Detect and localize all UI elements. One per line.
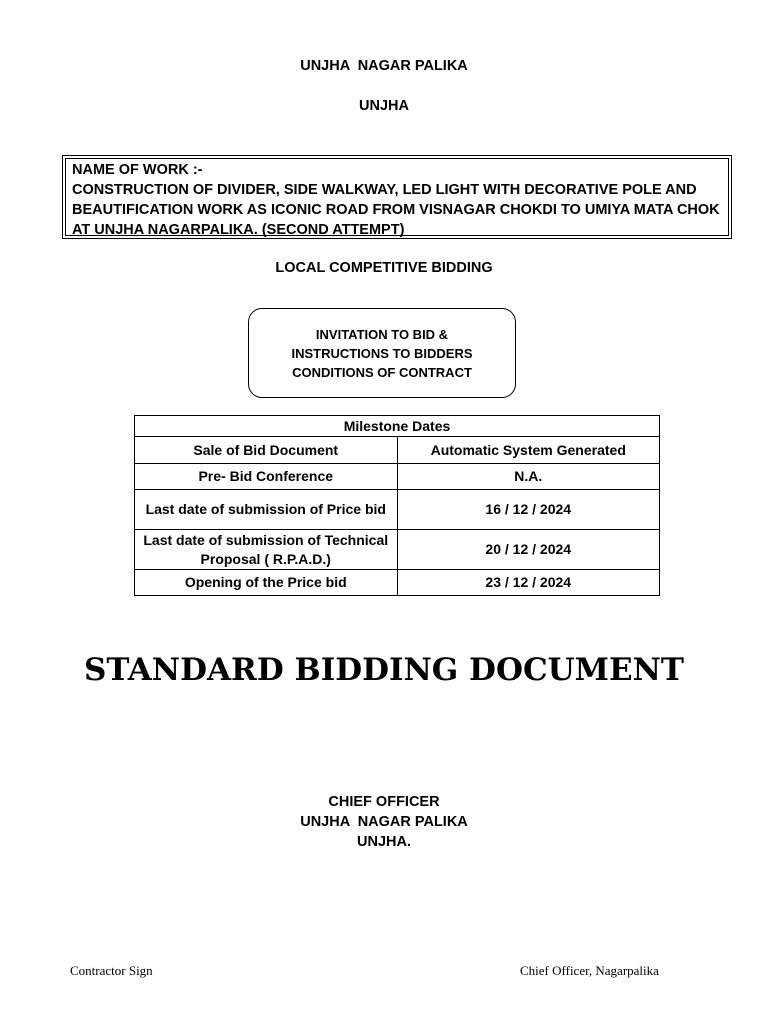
milestone-header-row: [135, 416, 660, 437]
city-name: UNJHA: [359, 98, 409, 114]
signatory-org: UNJHA NAGAR PALIKA: [300, 814, 468, 830]
milestone-event: Sale of Bid Document: [135, 437, 398, 464]
milestone-date: 16 / 12 / 2024: [397, 490, 660, 530]
document-title: STANDARD BIDDING DOCUMENT: [83, 652, 685, 688]
signatory-city: UNJHA.: [357, 834, 411, 850]
contractor-sign: Contractor Sign: [70, 963, 153, 978]
table-row: [135, 437, 660, 464]
signatory-designation: CHIEF OFFICER: [328, 794, 440, 810]
org-name: UNJHA NAGAR PALIKA: [300, 58, 468, 74]
table-row: [135, 490, 660, 530]
milestone-date: 20 / 12 / 2024: [397, 530, 660, 570]
milestone-event: Last date of submission of Price bid: [135, 490, 398, 530]
name-of-work-inner: [65, 158, 729, 236]
name-of-work-description: CONSTRUCTION OF DIVIDER, SIDE WALKWAY, LED LIGHT WITH DECORATIVE POLE AND BEAUTIFICATION WORK AS ICONIC ROAD FROM VISNAGAR CHOKDI TO UMIYA MATA CHOK AT UNJHA NAGARPALIKA. (SECOND ATTEMPT): [72, 182, 720, 238]
bidding-type: LOCAL COMPETITIVE BIDDING: [275, 260, 493, 276]
table-row: [135, 570, 660, 596]
invitation-line-2: INSTRUCTIONS TO BIDDERS: [291, 345, 473, 361]
chief-officer-sign: Chief Officer, Nagarpalika: [520, 963, 659, 978]
signatory-block: [0, 792, 768, 852]
milestone-table: [134, 415, 660, 596]
name-of-work-box: [62, 155, 732, 239]
milestone-event: Pre- Bid Conference: [135, 464, 398, 490]
name-of-work-label: NAME OF WORK :-: [72, 162, 203, 178]
table-row: [135, 464, 660, 490]
milestone-event: Last date of submission of Technical Proposal ( R.P.A.D.): [135, 530, 398, 570]
milestone-event: Opening of the Price bid: [135, 570, 398, 596]
table-row: [135, 530, 660, 570]
invitation-line-1: INVITATION TO BID &: [315, 326, 449, 342]
milestone-date: N.A.: [397, 464, 660, 490]
milestone-title: Milestone Dates: [135, 416, 660, 437]
milestone-date: 23 / 12 / 2024: [397, 570, 660, 596]
milestone-date: Automatic System Generated: [397, 437, 660, 464]
invitation-line-3: CONDITIONS OF CONTRACT: [292, 364, 472, 380]
invitation-box: [248, 308, 516, 398]
